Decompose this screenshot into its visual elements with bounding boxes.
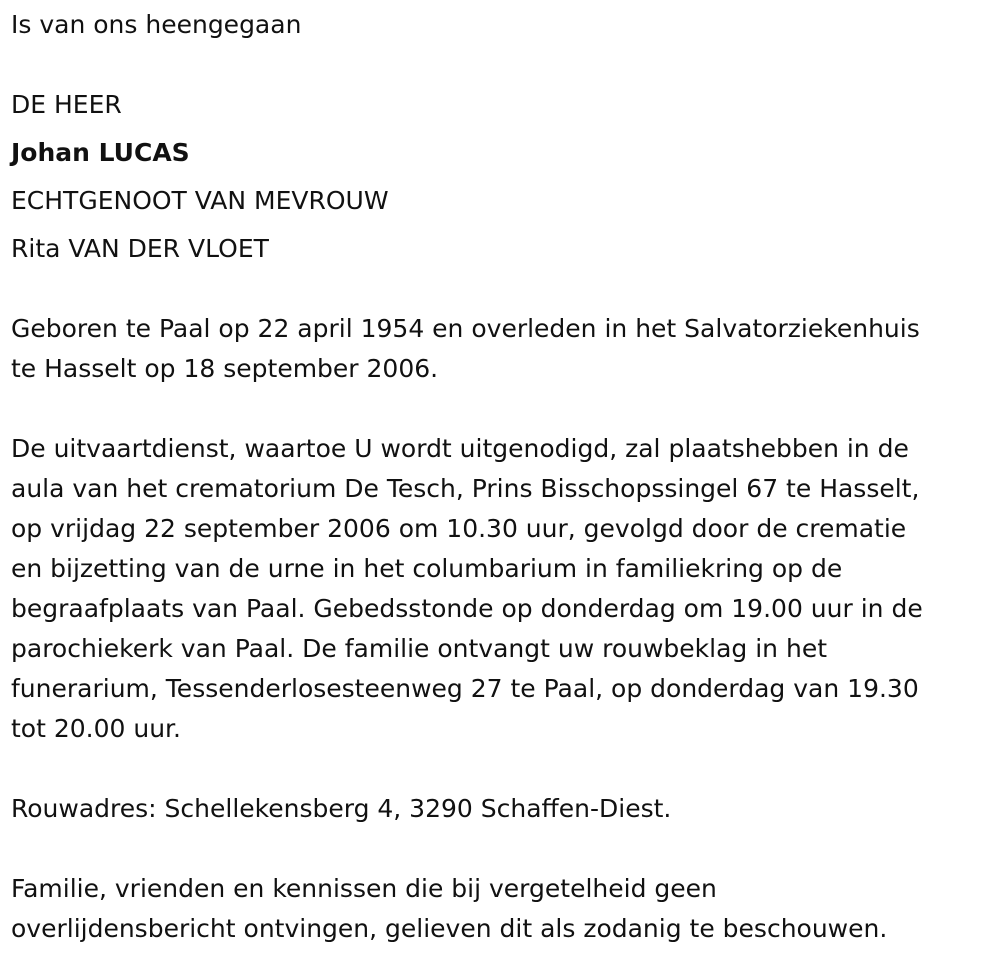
deceased-name: Johan LUCAS [11, 138, 190, 167]
intro-line: Is van ons heengegaan [11, 10, 302, 39]
paragraph-line: aula van het crematorium De Tesch, Prins Bisschopssingel 67 te Hasselt, [11, 474, 920, 503]
relation-line: ECHTGENOOT VAN MEVROUW [11, 186, 389, 215]
title-prefix: DE HEER [11, 90, 122, 119]
closing-paragraph [11, 869, 986, 949]
birth-death-paragraph [11, 309, 986, 389]
paragraph-line: parochiekerk van Paal. De familie ontvangt uw rouwbeklag in het [11, 634, 828, 663]
paragraph-line: begraafplaats van Paal. Gebedsstonde op donderdag om 19.00 uur in de [11, 594, 923, 623]
paragraph-line: overlijdensbericht ontvingen, gelieven dit als zodanig te beschouwen. [11, 914, 888, 943]
paragraph-line: tot 20.00 uur. [11, 714, 181, 743]
paragraph-line: op vrijdag 22 september 2006 om 10.30 uur, gevolgd door de crematie [11, 514, 907, 543]
paragraph-line: Geboren te Paal op 22 april 1954 en overleden in het Salvatorziekenhuis [11, 314, 920, 343]
funeral-paragraph [11, 429, 986, 749]
paragraph-line: Rouwadres: Schellekensberg 4, 3290 Schaffen-Diest. [11, 794, 672, 823]
paragraph-line: en bijzetting van de urne in het columbarium in familiekring op de [11, 554, 843, 583]
paragraph-line: funerarium, Tessenderlosesteenweg 27 te Paal, op donderdag van 19.30 [11, 674, 919, 703]
paragraph-line: te Hasselt op 18 september 2006. [11, 354, 439, 383]
paragraph-line: Familie, vrienden en kennissen die bij vergetelheid geen [11, 874, 717, 903]
paragraph-line: De uitvaartdienst, waartoe U wordt uitgenodigd, zal plaatshebben in de [11, 434, 909, 463]
spouse-name: Rita VAN DER VLOET [11, 234, 269, 263]
address-paragraph [11, 789, 986, 829]
